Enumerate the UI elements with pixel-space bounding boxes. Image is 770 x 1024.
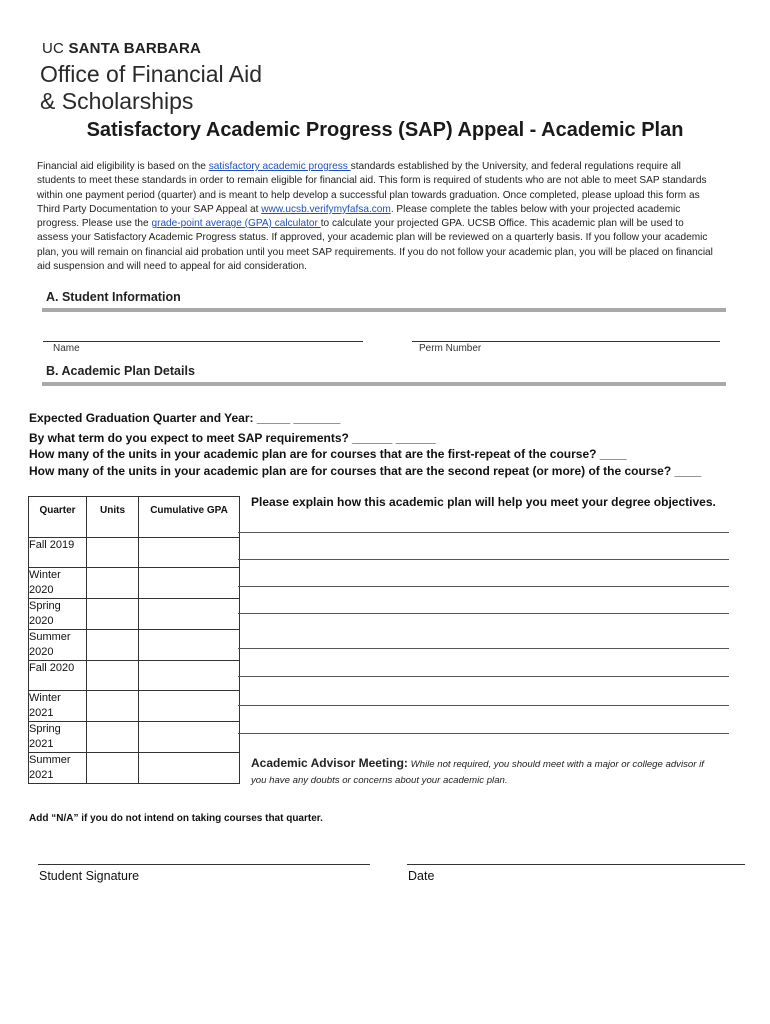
units-cell[interactable] — [87, 630, 139, 661]
explain-heading: Please explain how this academic plan will help you meet your degree objectives. — [251, 495, 716, 509]
gpa-calculator-link[interactable]: grade-point average (GPA) calculator — [151, 218, 321, 230]
gpa-cell[interactable] — [139, 753, 240, 784]
gpa-cell[interactable] — [139, 722, 240, 753]
verifymyfafsa-link[interactable]: www.ucsb.verifymyfafsa.com — [261, 203, 391, 215]
table-row — [29, 722, 240, 753]
explain-line[interactable] — [238, 586, 729, 587]
second-repeat-question[interactable]: How many of the units in your academic plan are for courses that are the second repeat (or more) of the course? ____ — [29, 464, 702, 478]
quarter-cell: Spring 2021 — [29, 722, 87, 753]
explain-line[interactable] — [238, 733, 729, 734]
quarter-cell: Spring 2020 — [29, 599, 87, 630]
units-cell[interactable] — [87, 538, 139, 568]
table-row — [29, 661, 240, 691]
office-name-line2: & Scholarships — [40, 88, 194, 114]
office-name-line1: Office of Financial Aid — [40, 61, 263, 87]
table-row — [29, 568, 240, 599]
quarter-cell: Winter 2020 — [29, 568, 87, 599]
explain-line[interactable] — [238, 532, 729, 533]
advisor-text: While not required, you should meet with a major or college advisor if you have any doubts or concerns about your academic plan. — [251, 759, 704, 786]
units-cell[interactable] — [87, 753, 139, 784]
gpa-cell[interactable] — [139, 691, 240, 722]
table-row — [29, 538, 240, 568]
units-cell[interactable] — [87, 568, 139, 599]
table-row — [29, 753, 240, 784]
date-label: Date — [408, 869, 435, 883]
section-b-heading: B. Academic Plan Details — [46, 364, 195, 378]
units-cell[interactable] — [87, 691, 139, 722]
quarter-cell: Fall 2020 — [29, 661, 87, 691]
quarter-cell: Summer 2020 — [29, 630, 87, 661]
quarter-cell: Winter 2021 — [29, 691, 87, 722]
intro-text-4: to calculate your projected GPA. UCSB Office. This academic plan will be used to assess your Satisfactory Academic Progress status. If approved, your academic plan will be reviewed on a quarterly basis. If you follow your academic plan, you will remain on financial aid probation until you meet SAP requirements. If you do not follow your academic plan, you will be placed on financial aid suspension and will need to appeal for aid consideration. — [37, 218, 713, 273]
student-signature-field[interactable] — [38, 864, 370, 865]
gpa-cell[interactable] — [139, 599, 240, 630]
university-prefix: UC — [42, 40, 69, 57]
table-header-row — [29, 497, 240, 538]
perm-number-field[interactable] — [412, 341, 720, 342]
na-note: Add “N/A” if you do not intend on taking courses that quarter. — [29, 813, 323, 824]
quarter-cell: Summer 2021 — [29, 753, 87, 784]
gpa-cell[interactable] — [139, 538, 240, 568]
university-logo — [42, 40, 201, 57]
intro-text-2: standards established by the University, and federal regulations require all students to meet these standards in order to remain eligible for financial aid. This form is required of students who are not able to meet SAP standards within one payment period (quarter) and is meant to help develop a successful plan towards graduation. Once completed, please upload this form as Third Party Documentation to your SAP Appeal at — [37, 161, 707, 215]
name-field[interactable] — [43, 341, 363, 342]
university-name: SANTA BARBARA — [68, 40, 202, 57]
quarter-cell: Fall 2019 — [29, 538, 87, 568]
advisor-note — [251, 755, 721, 789]
student-signature-label: Student Signature — [39, 869, 140, 883]
table-row — [29, 599, 240, 630]
gpa-cell[interactable] — [139, 568, 240, 599]
perm-number-label: Perm Number — [419, 343, 482, 354]
units-cell[interactable] — [87, 722, 139, 753]
explain-line[interactable] — [238, 676, 729, 677]
academic-plan-table — [28, 496, 240, 784]
quarter-header: Quarter — [29, 497, 87, 538]
gpa-cell[interactable] — [139, 661, 240, 691]
section-a-heading: A. Student Information — [46, 290, 181, 304]
date-field[interactable] — [407, 864, 745, 865]
page-title: Satisfactory Academic Progress (SAP) Appeal - Academic Plan — [86, 119, 684, 141]
units-cell[interactable] — [87, 661, 139, 691]
sap-standards-link[interactable]: satisfactory academic progress — [208, 161, 351, 172]
section-b-divider — [42, 382, 726, 386]
graduation-question[interactable]: Expected Graduation Quarter and Year: _____ _______ — [29, 411, 341, 425]
gpa-cell[interactable] — [139, 630, 240, 661]
explain-line[interactable] — [238, 613, 729, 614]
intro-text-3: . Please complete the tables below with your projected academic progress. Please use the — [37, 203, 681, 230]
explain-line[interactable] — [238, 648, 729, 649]
cumulative-gpa-header: Cumulative GPA — [139, 497, 240, 538]
section-a-divider — [42, 308, 726, 312]
intro-text-1: Financial aid eligibility is based on the — [37, 161, 209, 172]
units-header: Units — [87, 497, 139, 538]
table-row — [29, 630, 240, 661]
units-cell[interactable] — [87, 599, 139, 630]
first-repeat-question[interactable]: How many of the units in your academic plan are for courses that are the first-repeat of the course? ____ — [29, 447, 627, 461]
explain-line[interactable] — [238, 559, 729, 560]
advisor-label: Academic Advisor Meeting: — [251, 756, 408, 770]
sap-term-question[interactable]: By what term do you expect to meet SAP requirements? ______ ______ — [29, 431, 436, 445]
intro-paragraph — [37, 160, 717, 274]
explain-line[interactable] — [238, 705, 729, 706]
table-row — [29, 691, 240, 722]
name-label: Name — [53, 343, 80, 354]
